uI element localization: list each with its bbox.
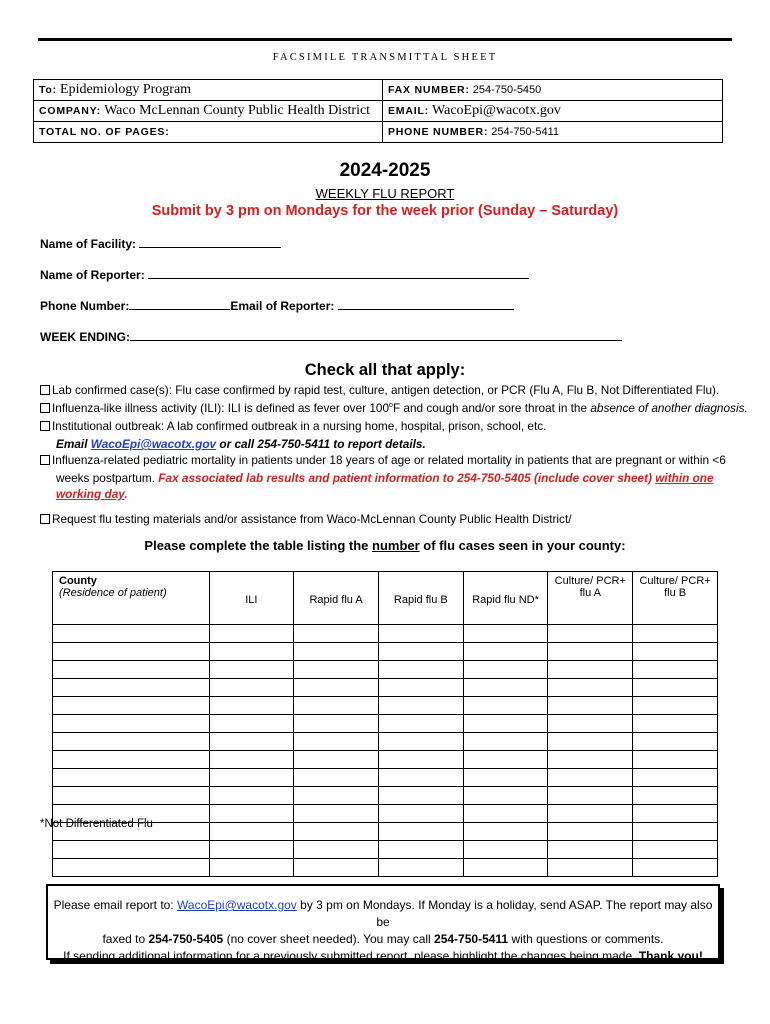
table-cell[interactable] bbox=[633, 733, 718, 751]
table-cell[interactable] bbox=[378, 787, 463, 805]
table-row bbox=[53, 751, 718, 769]
table-cell[interactable] bbox=[209, 823, 294, 841]
week-ending-label: WEEK ENDING: bbox=[40, 330, 130, 344]
pediatric-line3 bbox=[56, 487, 128, 501]
table-cell[interactable] bbox=[209, 625, 294, 643]
outbreak-contact bbox=[56, 437, 426, 451]
phone-number-cell bbox=[383, 122, 723, 143]
table-cell[interactable] bbox=[294, 625, 379, 643]
table-cell[interactable] bbox=[463, 715, 548, 733]
table-cell[interactable] bbox=[548, 841, 633, 859]
footer-line-2 bbox=[48, 931, 718, 948]
email-cell bbox=[383, 101, 723, 122]
table-cell[interactable] bbox=[53, 841, 210, 859]
table-row bbox=[53, 733, 718, 751]
header-rapid-flu-b: Rapid flu B bbox=[378, 572, 463, 625]
ili-label-rest: F and cough and/or sore throat in the bbox=[392, 401, 591, 415]
table-cell[interactable] bbox=[548, 823, 633, 841]
table-cell[interactable] bbox=[53, 643, 210, 661]
flu-cases-table bbox=[52, 571, 718, 877]
pediatric-line2 bbox=[56, 471, 714, 485]
phone-number-value: 254-750-5411 bbox=[491, 126, 559, 138]
table-cell[interactable] bbox=[53, 679, 210, 697]
pediatric-deadline-1: within one bbox=[655, 471, 714, 485]
table-cell[interactable] bbox=[463, 841, 548, 859]
footer-l2-a: faxed to bbox=[102, 932, 149, 946]
table-cell[interactable] bbox=[294, 859, 379, 877]
week-ending-field[interactable] bbox=[130, 328, 622, 341]
table-title-suffix: of flu cases seen in your county: bbox=[419, 538, 626, 553]
table-cell[interactable] bbox=[209, 661, 294, 679]
fax-header-table bbox=[33, 79, 723, 143]
report-subtitle: WEEKLY FLU REPORT bbox=[315, 186, 455, 201]
table-cell[interactable] bbox=[53, 715, 210, 733]
county-header-label: County bbox=[59, 575, 97, 587]
table-cell[interactable] bbox=[463, 661, 548, 679]
table-cell[interactable] bbox=[548, 787, 633, 805]
table-cell[interactable] bbox=[294, 805, 379, 823]
table-cell[interactable] bbox=[209, 643, 294, 661]
checkbox-row-pediatric bbox=[40, 453, 726, 467]
total-pages-cell[interactable] bbox=[34, 122, 383, 143]
table-cell[interactable] bbox=[294, 697, 379, 715]
table-cell[interactable] bbox=[463, 679, 548, 697]
table-row bbox=[53, 769, 718, 787]
table-cell[interactable] bbox=[294, 715, 379, 733]
table-cell[interactable] bbox=[548, 769, 633, 787]
table-cell[interactable] bbox=[294, 769, 379, 787]
table-cell[interactable] bbox=[463, 769, 548, 787]
reporter-email-field[interactable] bbox=[338, 297, 514, 310]
table-cell[interactable] bbox=[378, 661, 463, 679]
table-cell[interactable] bbox=[294, 823, 379, 841]
pediatric-deadline-2: working day bbox=[56, 487, 125, 501]
pediatric-label-line1: Influenza-related pediatric mortality in patients under 18 years of age or related mortality in patients that are pregnant or within <6 bbox=[52, 453, 726, 467]
footer-l2-c: with questions or comments. bbox=[508, 932, 664, 946]
footer-thanks: Thank you! bbox=[638, 949, 703, 963]
table-cell[interactable] bbox=[633, 805, 718, 823]
table-cell[interactable] bbox=[548, 733, 633, 751]
pediatric-fax-instruction: Fax associated lab results and patient information to 254-750-5405 (include cover sheet) bbox=[158, 471, 656, 485]
table-cell[interactable] bbox=[209, 769, 294, 787]
table-cell[interactable] bbox=[633, 841, 718, 859]
facility-field[interactable] bbox=[139, 235, 281, 248]
facility-row bbox=[40, 235, 281, 251]
top-rule bbox=[38, 38, 732, 41]
table-cell[interactable] bbox=[633, 661, 718, 679]
footer-fax-number: 254-750-5405 bbox=[148, 932, 224, 946]
table-cell[interactable] bbox=[209, 787, 294, 805]
county-header bbox=[53, 572, 210, 625]
outbreak-email-suffix: or call 254-750-5411 to report details. bbox=[216, 437, 426, 451]
phone-label: Phone Number: bbox=[40, 299, 130, 313]
table-cell[interactable] bbox=[209, 805, 294, 823]
table-cell[interactable] bbox=[53, 859, 210, 877]
flu-table-body bbox=[53, 625, 718, 877]
table-cell[interactable] bbox=[633, 643, 718, 661]
header-rapid-flu-a: Rapid flu A bbox=[294, 572, 379, 625]
to-value: Epidemiology Program bbox=[60, 82, 192, 97]
email-label: EMAIL: bbox=[388, 105, 429, 117]
outbreak-email-prefix: Email bbox=[56, 437, 91, 451]
header-rapid-flu-nd: Rapid flu ND* bbox=[463, 572, 548, 625]
table-cell[interactable] bbox=[378, 769, 463, 787]
table-cell[interactable] bbox=[53, 769, 210, 787]
footer-l2-b: (no cover sheet needed). You may call bbox=[223, 932, 435, 946]
fax-number-value: 254-750-5450 bbox=[472, 84, 542, 96]
table-cell[interactable] bbox=[633, 697, 718, 715]
table-title bbox=[0, 538, 770, 553]
request-checkbox[interactable] bbox=[40, 514, 50, 524]
table-cell[interactable] bbox=[633, 679, 718, 697]
footer-line-3 bbox=[48, 948, 718, 965]
table-cell[interactable] bbox=[294, 841, 379, 859]
header-culture-pcr-a: Culture/ PCR+ flu A bbox=[548, 572, 633, 625]
table-cell[interactable] bbox=[378, 841, 463, 859]
table-cell[interactable] bbox=[53, 697, 210, 715]
checkbox-row-request bbox=[40, 512, 572, 526]
table-cell[interactable] bbox=[633, 625, 718, 643]
reporter-email-label: Email of Reporter: bbox=[230, 299, 335, 313]
table-cell[interactable] bbox=[209, 751, 294, 769]
table-row bbox=[53, 697, 718, 715]
outbreak-label: Institutional outbreak: A lab confirmed outbreak in a nursing home, hospital, prison, school, etc. bbox=[52, 419, 547, 433]
table-cell[interactable] bbox=[209, 715, 294, 733]
table-cell[interactable] bbox=[463, 859, 548, 877]
outbreak-email-link[interactable]: WacoEpi@wacotx.gov bbox=[90, 437, 217, 451]
table-cell[interactable] bbox=[209, 859, 294, 877]
table-cell[interactable] bbox=[294, 679, 379, 697]
table-cell[interactable] bbox=[548, 805, 633, 823]
footer-l1-b: by 3 pm on Mondays. If Monday is a holiday, send ASAP. The report may also be bbox=[296, 898, 713, 929]
reporter-label: Name of Reporter: bbox=[40, 268, 145, 282]
to-cell bbox=[34, 80, 383, 101]
table-row bbox=[53, 661, 718, 679]
checkbox-row-lab bbox=[40, 383, 719, 397]
table-cell[interactable] bbox=[294, 787, 379, 805]
table-cell[interactable] bbox=[294, 661, 379, 679]
pediatric-period: . bbox=[124, 487, 128, 501]
lab-confirmed-checkbox[interactable] bbox=[40, 385, 50, 395]
county-header-sub: (Residence of patient) bbox=[59, 587, 167, 599]
table-cell[interactable] bbox=[463, 733, 548, 751]
table-cell[interactable] bbox=[463, 805, 548, 823]
table-cell[interactable] bbox=[463, 697, 548, 715]
table-row bbox=[53, 679, 718, 697]
table-cell[interactable] bbox=[378, 697, 463, 715]
checklist-title: Check all that apply: bbox=[304, 361, 466, 379]
ili-checkbox[interactable] bbox=[40, 403, 50, 413]
email-value: WacoEpi@wacotx.gov bbox=[432, 103, 561, 118]
table-cell[interactable] bbox=[463, 823, 548, 841]
table-row bbox=[53, 643, 718, 661]
checkbox-row-ili bbox=[40, 401, 748, 415]
lab-confirmed-label: Lab confirmed case(s): Flu case confirmed by rapid test, culture, antigen detection, or PCR (Flu A, Flu B, Not Differentiated Flu). bbox=[52, 383, 720, 397]
footer-notice bbox=[46, 884, 720, 963]
table-cell[interactable] bbox=[378, 823, 463, 841]
ili-label: Influenza-like illness activity (ILI): ILI is defined as fever over 100 bbox=[52, 401, 390, 415]
reporter-row bbox=[40, 266, 529, 282]
table-cell[interactable] bbox=[53, 661, 210, 679]
table-cell[interactable] bbox=[378, 643, 463, 661]
table-cell[interactable] bbox=[209, 679, 294, 697]
table-cell[interactable] bbox=[463, 751, 548, 769]
table-cell[interactable] bbox=[548, 661, 633, 679]
facility-label: Name of Facility: bbox=[40, 237, 137, 251]
company-label: COMPANY: bbox=[39, 105, 102, 117]
table-cell[interactable] bbox=[294, 733, 379, 751]
table-cell[interactable] bbox=[548, 715, 633, 733]
outbreak-checkbox[interactable] bbox=[40, 421, 50, 431]
table-cell[interactable] bbox=[53, 625, 210, 643]
table-cell[interactable] bbox=[548, 643, 633, 661]
table-cell[interactable] bbox=[633, 769, 718, 787]
table-cell[interactable] bbox=[378, 715, 463, 733]
table-cell[interactable] bbox=[209, 733, 294, 751]
phone-number-label: PHONE NUMBER: bbox=[388, 126, 489, 138]
footer-l1-a: Please email report to: bbox=[53, 898, 178, 912]
table-title-prefix: Please complete the table listing the bbox=[144, 538, 372, 553]
table-cell[interactable] bbox=[633, 823, 718, 841]
footer-email-link[interactable]: WacoEpi@wacotx.gov bbox=[177, 898, 297, 912]
table-cell[interactable] bbox=[463, 787, 548, 805]
table-cell[interactable] bbox=[548, 697, 633, 715]
fax-sheet-title: FACSIMILE TRANSMITTAL SHEET bbox=[272, 52, 498, 63]
table-cell[interactable] bbox=[548, 859, 633, 877]
header-culture-pcr-b: Culture/ PCR+ flu B bbox=[633, 572, 718, 625]
footer-l3-a: If sending additional information for a previously submitted report, please highlight the changes being made. bbox=[63, 949, 639, 963]
phone-email-row bbox=[40, 297, 514, 313]
table-cell[interactable] bbox=[378, 859, 463, 877]
table-cell[interactable] bbox=[633, 859, 718, 877]
week-ending-row bbox=[40, 328, 622, 344]
table-row bbox=[53, 715, 718, 733]
pediatric-label-line2: weeks postpartum. bbox=[56, 471, 159, 485]
table-cell[interactable] bbox=[633, 715, 718, 733]
table-footnote: *Not Differentiated Flu bbox=[40, 818, 153, 830]
company-cell bbox=[34, 101, 383, 122]
footer-line-1 bbox=[48, 897, 718, 931]
pediatric-checkbox[interactable] bbox=[40, 455, 50, 465]
table-cell[interactable] bbox=[209, 841, 294, 859]
table-cell[interactable] bbox=[463, 643, 548, 661]
to-label: To: bbox=[39, 84, 57, 96]
reporter-field[interactable] bbox=[148, 266, 529, 279]
table-cell[interactable] bbox=[378, 733, 463, 751]
request-label: Request flu testing materials and/or assistance from Waco-McLennan County Public Health District/ bbox=[52, 512, 572, 526]
table-cell[interactable] bbox=[209, 697, 294, 715]
table-cell[interactable] bbox=[548, 625, 633, 643]
table-cell[interactable] bbox=[378, 679, 463, 697]
ili-label-italic: absence of another diagnosis. bbox=[590, 401, 748, 415]
table-row bbox=[53, 787, 718, 805]
table-cell[interactable] bbox=[53, 787, 210, 805]
table-cell[interactable] bbox=[294, 751, 379, 769]
table-header-row bbox=[53, 572, 718, 625]
deadline-notice: Submit by 3 pm on Mondays for the week prior (Sunday – Saturday) bbox=[151, 203, 619, 219]
company-value: Waco McLennan County Public Health District bbox=[104, 103, 371, 118]
fax-number-cell bbox=[383, 80, 723, 101]
table-cell[interactable] bbox=[378, 751, 463, 769]
table-cell[interactable] bbox=[53, 733, 210, 751]
table-row bbox=[53, 859, 718, 877]
ili-degree: o bbox=[389, 402, 393, 410]
phone-field[interactable] bbox=[129, 297, 230, 310]
table-cell[interactable] bbox=[378, 805, 463, 823]
total-pages-label: TOTAL NO. OF PAGES: bbox=[39, 126, 170, 138]
table-cell[interactable] bbox=[294, 643, 379, 661]
table-cell[interactable] bbox=[633, 787, 718, 805]
header-ili: ILI bbox=[209, 572, 294, 625]
table-cell[interactable] bbox=[548, 679, 633, 697]
table-cell[interactable] bbox=[378, 625, 463, 643]
table-row bbox=[53, 625, 718, 643]
table-cell[interactable] bbox=[463, 625, 548, 643]
fax-number-label: FAX NUMBER: bbox=[388, 84, 470, 96]
table-cell[interactable] bbox=[633, 751, 718, 769]
table-row bbox=[53, 841, 718, 859]
table-cell[interactable] bbox=[53, 751, 210, 769]
table-cell[interactable] bbox=[548, 751, 633, 769]
footer-phone-number: 254-750-5411 bbox=[434, 932, 509, 946]
checkbox-row-outbreak bbox=[40, 419, 546, 433]
report-year: 2024-2025 bbox=[339, 160, 431, 181]
table-title-emph: number bbox=[372, 538, 420, 553]
